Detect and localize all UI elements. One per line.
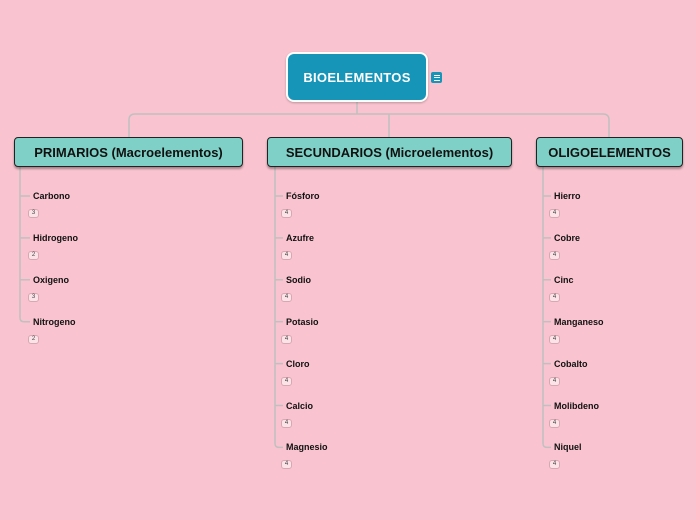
leaf-item-label[interactable]: Nitrogeno	[33, 316, 76, 327]
child-count-badge[interactable]: 4	[549, 419, 560, 428]
child-count-badge[interactable]: 4	[549, 251, 560, 260]
leaf-item-label[interactable]: Magnesio	[286, 442, 328, 453]
child-count-badge[interactable]: 4	[549, 293, 560, 302]
branch-bus	[129, 114, 609, 137]
leaf-item-label[interactable]: Fósforo	[286, 191, 320, 201]
child-count-badge[interactable]: 4	[549, 209, 560, 218]
leaf-item-label[interactable]: Cobre	[554, 232, 581, 243]
branch-secundarios[interactable]	[267, 137, 512, 167]
notes-icon[interactable]	[431, 72, 442, 83]
leaf-item-label[interactable]: Oxigeno	[33, 274, 70, 285]
child-count-badge[interactable]: 3	[28, 293, 39, 302]
leaf-item-label[interactable]: Potasio	[286, 316, 319, 327]
branch-title: SECUNDARIOS (Microelementos)	[285, 144, 494, 160]
child-count-badge[interactable]: 4	[281, 419, 292, 428]
child-count-badge[interactable]: 2	[28, 251, 39, 260]
leaf-item-label[interactable]: Cobalto	[554, 358, 588, 369]
leaf-item-label[interactable]: Niquel	[554, 442, 582, 453]
branch-title: OLIGOELEMENTOS	[548, 144, 671, 160]
child-count-badge[interactable]: 4	[281, 251, 292, 260]
leaf-item-label[interactable]: Azufre	[286, 232, 315, 243]
branch-title: PRIMARIOS (Macroelementos)	[34, 144, 223, 160]
leaf-item-label[interactable]: Hidrogeno	[33, 232, 78, 243]
leaf-item-label[interactable]: Hierro	[554, 191, 581, 201]
leaf-item-label[interactable]: Calcio	[286, 400, 314, 411]
leaf-item-label[interactable]: Cloro	[286, 358, 310, 369]
branch-oligoelementos[interactable]	[536, 137, 683, 167]
child-count-badge[interactable]: 4	[281, 209, 292, 218]
child-count-badge[interactable]: 4	[281, 293, 292, 302]
child-count-badge[interactable]: 4	[549, 335, 560, 344]
child-count-badge[interactable]: 4	[281, 335, 292, 344]
child-count-badge[interactable]: 4	[549, 377, 560, 386]
child-count-badge[interactable]: 3	[28, 209, 39, 218]
root-title: BIOELEMENTOS	[303, 69, 411, 85]
leaf-item-label[interactable]: Cinc	[554, 274, 574, 285]
leaf-item-label[interactable]: Molibdeno	[554, 400, 599, 411]
child-count-badge[interactable]: 4	[549, 460, 560, 469]
branch-primarios[interactable]	[14, 137, 243, 167]
leaf-item-label[interactable]: Sodio	[286, 274, 311, 285]
child-count-badge[interactable]: 4	[281, 460, 292, 469]
root-node[interactable]	[286, 52, 428, 102]
child-count-badge[interactable]: 2	[28, 335, 39, 344]
leaf-item-label[interactable]: Manganeso	[554, 316, 604, 327]
child-count-badge[interactable]: 4	[281, 377, 292, 386]
leaf-item-label[interactable]: Carbono	[33, 191, 70, 201]
